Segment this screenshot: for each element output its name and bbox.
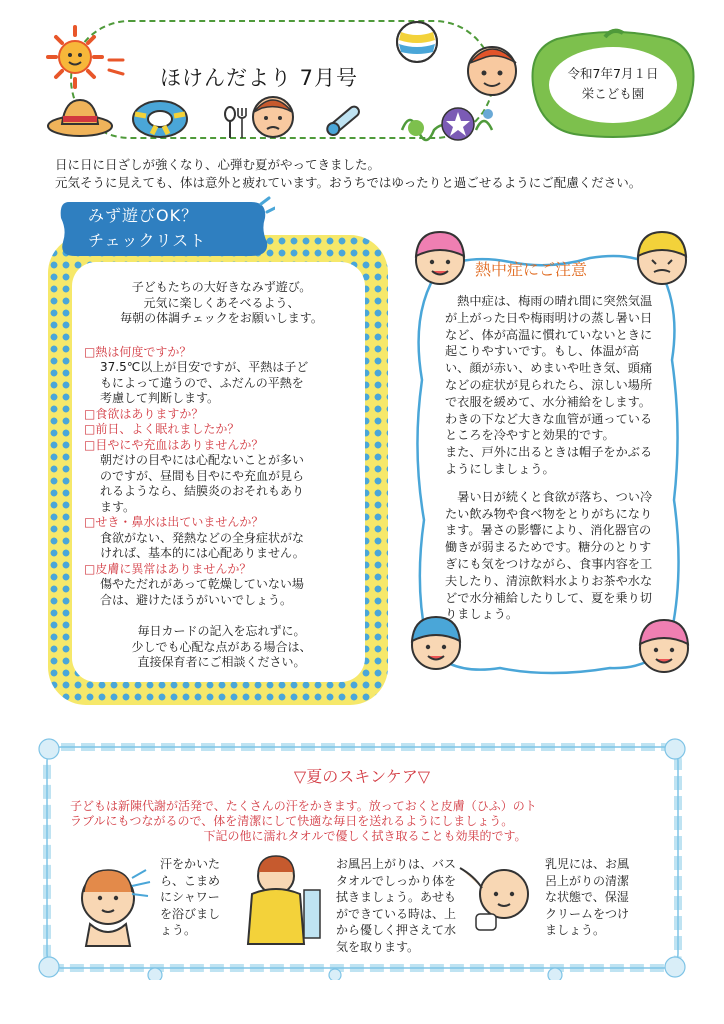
skincare-tip: お風呂上がりは、バスタオルでしっかり体を拭きましょう。あせもができている時は、上から優しく押さえて水気を取ります。 — [336, 857, 457, 954]
skincare-title: ▽夏のスキンケア▽ — [293, 767, 431, 786]
answer-line: れるようなら、結膜炎のおそれもあり — [100, 484, 305, 498]
heatstroke-paragraph: 暑い日が続くと食欲が落ち、つい冷たい飲み物や食べ物をとりがちになります。暑さの影響により、消化器官の働きが弱まるためです。糖分のとりすぎにも気をつけながら、食事内容を工夫したり、清涼飲料水よりお茶や水などで水分補給したりして、夏を乗り切りましょう。 — [445, 489, 653, 622]
date-badge — [548, 64, 678, 104]
answer-line: 食欲がない、発熱などの全身症状がな — [100, 530, 305, 545]
checklist-heading — [88, 203, 206, 253]
skincare-tip: 汗をかいたら、こまめにシャワーを浴びましょう。 — [160, 857, 221, 937]
checklist-intro-line: 子どもたちの大好きなみず遊び。 — [131, 280, 312, 294]
answer-line: もによって違うので、ふだんの平熱を — [100, 375, 304, 390]
thermometer-icon — [322, 100, 366, 140]
answer-line: のですが、昼間も目やにや充血が見ら — [100, 468, 305, 483]
answer-line: 合は、避けたほうがいいでしょう。 — [100, 592, 293, 607]
heatstroke-paragraph: また、戸外に出るときは帽子をかぶるようにしましょう。 — [445, 445, 653, 476]
heatstroke-title: 熱中症にご注意 — [475, 260, 588, 279]
heatstroke-body — [445, 293, 660, 634]
checklist-heading-line: みず遊びOK？ — [88, 206, 199, 225]
checklist-heading-line: チェックリスト — [88, 231, 207, 250]
checklist-answer — [84, 531, 359, 562]
child-shower-icon — [72, 858, 152, 948]
checklist-answer — [84, 577, 359, 608]
answer-line: 朝だけの目やには心配ないことが多い — [100, 453, 305, 467]
closing-line: 直接保育者にご相談ください。 — [137, 655, 306, 669]
intro-text — [55, 156, 705, 192]
answer-line: 傷やただれがあって乾燥していない場 — [100, 577, 304, 591]
heatstroke-paragraph: 熱中症は、梅雨の晴れ間に突然気温が上がった日や梅雨明けの蒸し暑い日など、体が高温に慣れていないときに起こりやすいです。もし、体温が高い、顔が赤い、めまいや吐き気、頭痛などの症状が見られたら、涼しい場所で衣服を緩めて、水分補給をします。わきの下など大きな血管が通っているところを冷やすと効果的です。 — [445, 294, 653, 443]
checklist-question: □前日、よく眠れましたか？ — [84, 422, 240, 436]
intro-line: 元気そうに見えても、体は意外と疲れています。おうちではゆったりと過ごせるようにご配慮ください。 — [55, 175, 642, 190]
checklist-question: □せき・鼻水は出ていませんか？ — [84, 515, 264, 529]
checklist-question: □目やにや充血はありませんか？ — [84, 437, 264, 452]
spoon-fork-icon — [222, 106, 248, 140]
child-face-icon — [460, 35, 524, 99]
closing-line: 毎日カードの記入を忘れずに。 — [137, 624, 306, 638]
checklist-intro — [84, 280, 359, 327]
checklist-question: □皮膚に異常はありませんか？ — [84, 561, 252, 576]
skincare-intro-line: 下記の他に濡れタオルで優しく拭き取ることも効果的です。 — [203, 829, 527, 843]
issue-date: 令和7年7月１日 — [567, 66, 659, 81]
morning-glory-vine-icon — [400, 100, 500, 144]
skincare-intro-line: 子どもは新陳代謝が活発で、たくさんの汗をかきます。放っておくと皮膚（ひふ）のト — [70, 799, 537, 813]
answer-line: 考慮して判断します。 — [100, 391, 220, 405]
answer-line: ます。 — [100, 499, 136, 514]
skincare-intro — [70, 799, 660, 844]
baby-lotion-icon — [456, 858, 544, 938]
closing-line: 少しでも心配な点がある場合は、 — [131, 639, 312, 654]
checklist-question: □食欲はありますか？ — [84, 406, 204, 421]
child-swim-cap-icon — [410, 222, 472, 292]
beach-ball-icon — [393, 18, 441, 66]
skincare-tip: 乳児には、お風呂上がりの清潔な状態で、保湿クリームをつけましょう。 — [545, 857, 630, 937]
checklist-question: □熱は何度ですか？ — [84, 344, 192, 359]
sun-icon — [45, 22, 135, 92]
skincare-intro-line: ラブルにもつながるので、体を清潔にして快適な毎日を送れるようにしましょう。 — [70, 814, 514, 828]
checklist-body — [84, 280, 359, 671]
answer-line: 37.5℃以上が目安ですが、平熱は子ど — [100, 360, 309, 374]
sick-child-icon — [248, 90, 298, 140]
child-bath-towel-icon — [234, 852, 324, 952]
checklist-closing — [84, 624, 359, 671]
straw-hat-icon — [45, 92, 115, 140]
school-name: 栄こども園 — [581, 86, 645, 101]
newsletter-title: ほけんだより 7月号 — [160, 66, 359, 90]
answer-line: ければ、基本的には心配ありません。 — [100, 546, 305, 560]
intro-line: 日に日に日ざしが強くなり、心弾む夏がやってきました。 — [55, 157, 381, 172]
swim-ring-icon — [130, 96, 190, 142]
checklist-intro-line: 毎朝の体調チェックをお願いします。 — [120, 311, 323, 325]
checklist-intro-line: 元気に楽しくあそべるよう、 — [143, 295, 300, 310]
child-swim-cap-icon — [632, 222, 694, 292]
checklist-answer — [84, 360, 359, 407]
checklist-answer — [84, 453, 359, 515]
